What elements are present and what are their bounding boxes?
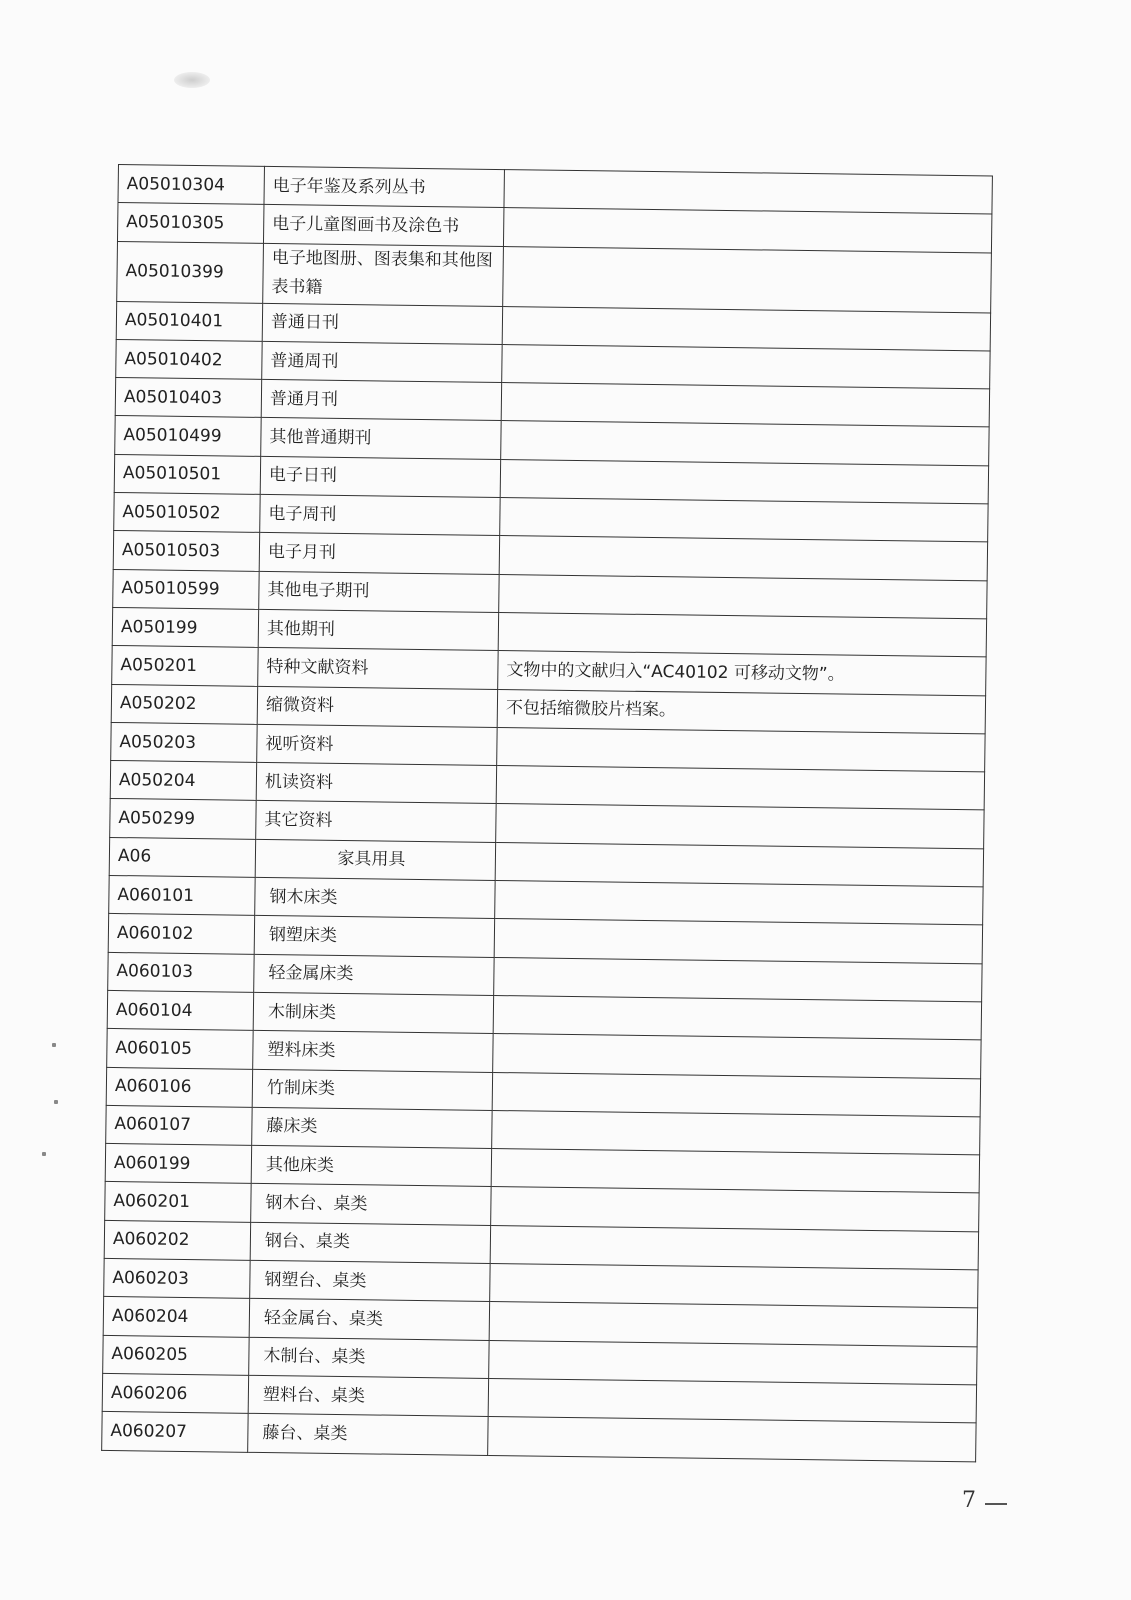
item-note-cell (499, 574, 987, 619)
item-code-cell: A05010599 (113, 569, 259, 609)
item-name-cell: 视听资料 (257, 724, 497, 765)
table-body (102, 165, 993, 1462)
item-name-cell: 普通月刊 (261, 380, 501, 421)
item-code-cell: A060201 (105, 1182, 251, 1222)
item-name-cell: 钢塑台、桌类 (250, 1260, 490, 1301)
item-note-cell (490, 1225, 978, 1270)
item-name-cell: 钢木台、桌类 (251, 1184, 491, 1225)
item-note-cell (494, 957, 982, 1002)
item-code-cell: A060104 (107, 990, 253, 1030)
item-note-cell (503, 246, 992, 312)
item-note-cell (502, 306, 990, 351)
item-note-cell (492, 1072, 980, 1117)
page-number-dash (985, 1503, 1007, 1505)
item-note-cell (496, 766, 984, 811)
item-code-cell: A060107 (106, 1105, 252, 1145)
item-code-cell: A05010499 (115, 416, 261, 456)
item-name-cell: 钢木床类 (255, 877, 495, 918)
item-code-cell: A05010502 (114, 493, 260, 533)
item-name-cell: 电子儿童图画书及涂色书 (263, 205, 503, 246)
item-code-cell: A050199 (112, 607, 258, 647)
item-note-cell: 不包括缩微胶片档案。 (497, 689, 985, 734)
item-code-cell: A060103 (108, 952, 254, 992)
item-note-cell: 文物中的文献归入“AC40102 可移动文物”。 (498, 651, 986, 696)
item-note-cell (502, 344, 990, 389)
item-code-cell: A05010402 (116, 339, 262, 379)
item-note-cell (494, 919, 982, 964)
item-code-cell: A05010503 (113, 531, 259, 571)
item-note-cell (495, 881, 983, 926)
item-name-cell: 轻金属床类 (254, 954, 494, 995)
item-code-cell: A060105 (107, 1029, 253, 1069)
item-name-cell: 电子周刊 (260, 494, 500, 535)
item-code-cell: A060206 (102, 1373, 248, 1413)
classification-table (101, 164, 993, 1462)
item-name-cell: 木制床类 (253, 992, 493, 1033)
item-note-cell (489, 1302, 977, 1347)
item-name-cell: 其他床类 (251, 1145, 491, 1186)
item-name-cell: 其它资料 (256, 801, 496, 842)
item-name-cell: 竹制床类 (252, 1069, 492, 1110)
item-code-cell: A05010304 (118, 165, 264, 205)
item-code-cell: A050202 (111, 684, 257, 724)
item-code-cell: A050203 (111, 722, 257, 762)
item-code-cell: A060207 (102, 1412, 248, 1452)
item-note-cell (500, 459, 988, 504)
item-note-cell (488, 1417, 976, 1462)
item-code-cell: A05010399 (117, 241, 264, 303)
item-name-cell: 电子日刊 (260, 456, 500, 497)
item-note-cell (491, 1149, 979, 1194)
item-note-cell (500, 498, 988, 543)
item-note-cell (492, 1110, 980, 1155)
item-code-cell: A05010501 (114, 454, 260, 494)
item-code-cell: A050299 (110, 799, 256, 839)
item-code-cell: A060102 (108, 914, 254, 954)
item-note-cell (504, 170, 992, 215)
item-name-cell: 钢台、桌类 (250, 1222, 490, 1263)
item-name-cell: 机读资料 (256, 763, 496, 804)
item-name-cell: 塑料床类 (253, 1031, 493, 1072)
item-note-cell (496, 804, 984, 849)
item-name-cell: 电子月刊 (259, 533, 499, 574)
item-code-cell: A060199 (105, 1144, 251, 1184)
item-name-cell: 家具用具 (255, 839, 495, 880)
item-note-cell (503, 208, 991, 253)
item-name-cell: 电子年鉴及系列丛书 (264, 166, 504, 207)
item-name-cell: 特种文献资料 (258, 648, 498, 689)
item-code-cell: A060204 (103, 1297, 249, 1337)
item-note-cell (501, 383, 989, 428)
item-note-cell (491, 1187, 979, 1232)
item-code-cell: A060202 (104, 1220, 250, 1260)
item-name-cell: 藤台、桌类 (248, 1414, 488, 1455)
scan-speck (54, 1100, 58, 1104)
item-code-cell: A05010403 (115, 378, 261, 418)
item-name-cell: 藤床类 (252, 1107, 492, 1148)
item-name-cell: 普通日刊 (262, 303, 502, 344)
item-code-cell: A05010305 (117, 203, 263, 243)
scan-speck (52, 1043, 56, 1047)
item-name-cell: 电子地图册、图表集和其他图表书籍 (263, 243, 504, 306)
item-note-cell (499, 536, 987, 581)
item-name-cell: 塑料台、桌类 (248, 1375, 488, 1416)
item-name-cell: 其他普通期刊 (261, 418, 501, 459)
item-note-cell (490, 1263, 978, 1308)
item-name-cell: 钢塑床类 (254, 916, 494, 957)
item-name-cell: 其他期刊 (258, 609, 498, 650)
scan-speck (42, 1152, 46, 1156)
item-note-cell (497, 727, 985, 772)
item-note-cell (488, 1378, 976, 1423)
item-name-cell: 缩微资料 (257, 686, 497, 727)
item-note-cell (501, 421, 989, 466)
item-name-cell: 其他电子期刊 (259, 571, 499, 612)
item-code-cell: A060106 (106, 1067, 252, 1107)
scan-smudge (174, 72, 210, 88)
item-note-cell (493, 1034, 981, 1079)
item-name-cell: 木制台、桌类 (249, 1337, 489, 1378)
item-code-cell: A060203 (104, 1258, 250, 1298)
item-name-cell: 普通周刊 (262, 341, 502, 382)
item-code-cell: A060101 (109, 875, 255, 915)
page-number: 7 (962, 1488, 976, 1513)
item-code-cell: A060205 (103, 1335, 249, 1375)
item-note-cell (489, 1340, 977, 1385)
item-code-cell: A05010401 (116, 301, 262, 341)
item-code-cell: A06 (109, 837, 255, 877)
item-name-cell: 轻金属台、桌类 (249, 1299, 489, 1340)
item-note-cell (495, 842, 983, 887)
item-code-cell: A050201 (112, 646, 258, 686)
item-code-cell: A050204 (110, 761, 256, 801)
item-note-cell (498, 612, 986, 657)
item-note-cell (493, 995, 981, 1040)
